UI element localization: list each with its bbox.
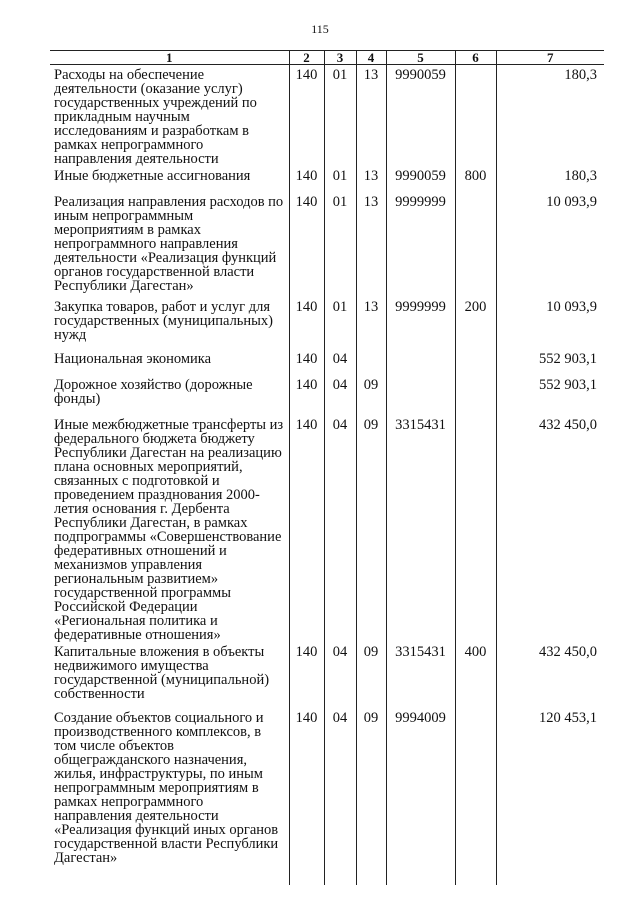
row-col-3: 04 — [324, 642, 356, 708]
row-col-7: 10 093,9 — [496, 192, 604, 297]
row-col-2: 140 — [289, 297, 324, 349]
row-col-4: 09 — [356, 642, 386, 708]
row-col-7: 432 450,0 — [496, 642, 604, 708]
row-col-5: 9994009 — [386, 708, 455, 865]
table-row — [50, 415, 604, 642]
budget-table — [50, 50, 604, 885]
row-name: Иные межбюджетные трансферты из федерального бюджета бюджету Республики Дагестан на реализацию плана основных мероприятий, связанных с подготовкой и проведением празднования 2000-летия основания г. Дербента Республики Дагестан, в рамках подпрограммы «Совершенствование федеративных отношений и механизмов управления региональным развитием» государственной программы Российской Федерации «Региональная политика и федеративные отношения» — [50, 415, 289, 642]
row-col-2: 140 — [289, 192, 324, 297]
row-name: Создание объектов социального и производственного комплексов, в том числе объектов общегражданского назначения, жилья, инфраструктуры, по иным непрограммным мероприятиям в рамках непрограммного направления деятельности «Реализация функций иных органов государственной власти Республики Дагестан» — [50, 708, 289, 865]
row-col-4: 13 — [356, 65, 386, 167]
header-col-1: 1 — [50, 51, 289, 65]
row-col-3: 01 — [324, 166, 356, 192]
row-col-2: 140 — [289, 166, 324, 192]
row-col-6: 800 — [455, 166, 496, 192]
row-col-5: 9999999 — [386, 297, 455, 349]
table-row — [50, 192, 604, 297]
row-col-2: 140 — [289, 708, 324, 865]
row-col-6 — [455, 708, 496, 865]
row-col-5: 9990059 — [386, 166, 455, 192]
row-col-6 — [455, 192, 496, 297]
table-row — [50, 708, 604, 865]
row-col-6: 400 — [455, 642, 496, 708]
row-col-3: 01 — [324, 297, 356, 349]
header-col-4: 4 — [356, 51, 386, 65]
row-col-3: 04 — [324, 375, 356, 415]
table-row — [50, 166, 604, 192]
row-col-4 — [356, 349, 386, 375]
row-col-4: 13 — [356, 192, 386, 297]
row-col-7: 180,3 — [496, 65, 604, 167]
table-row — [50, 642, 604, 708]
row-col-2: 140 — [289, 65, 324, 167]
row-col-3: 04 — [324, 415, 356, 642]
row-col-6 — [455, 349, 496, 375]
table-row — [50, 65, 604, 167]
table-row — [50, 375, 604, 415]
row-col-5: 3315431 — [386, 415, 455, 642]
row-col-6 — [455, 415, 496, 642]
table-row — [50, 349, 604, 375]
header-row — [50, 51, 604, 65]
row-name: Расходы на обеспечение деятельности (оказание услуг) государственных учреждений по прикладным научным исследованиям и разработкам в рамках непрограммного направления деятельности — [50, 65, 289, 167]
row-col-5 — [386, 375, 455, 415]
table-continuation — [50, 865, 604, 885]
row-name: Закупка товаров, работ и услуг для государственных (муниципальных) нужд — [50, 297, 289, 349]
row-col-3: 01 — [324, 192, 356, 297]
row-col-2: 140 — [289, 375, 324, 415]
row-col-2: 140 — [289, 642, 324, 708]
row-name: Дорожное хозяйство (дорожные фонды) — [50, 375, 289, 415]
row-col-7: 552 903,1 — [496, 375, 604, 415]
row-col-6 — [455, 65, 496, 167]
header-col-3: 3 — [324, 51, 356, 65]
header-col-7: 7 — [496, 51, 604, 65]
row-col-7: 552 903,1 — [496, 349, 604, 375]
row-col-5: 9999999 — [386, 192, 455, 297]
row-col-3: 04 — [324, 349, 356, 375]
row-col-7: 120 453,1 — [496, 708, 604, 865]
page-number: 115 — [311, 22, 329, 36]
row-name: Национальная экономика — [50, 349, 289, 375]
header-col-2: 2 — [289, 51, 324, 65]
row-col-3: 01 — [324, 65, 356, 167]
row-name: Капитальные вложения в объекты недвижимого имущества государственной (муниципальной) собственности — [50, 642, 289, 708]
row-col-5: 3315431 — [386, 642, 455, 708]
row-col-4: 13 — [356, 166, 386, 192]
row-col-4: 09 — [356, 415, 386, 642]
row-col-6 — [455, 375, 496, 415]
row-col-7: 432 450,0 — [496, 415, 604, 642]
row-col-4: 09 — [356, 375, 386, 415]
row-col-2: 140 — [289, 349, 324, 375]
row-col-2: 140 — [289, 415, 324, 642]
row-col-6: 200 — [455, 297, 496, 349]
row-col-5 — [386, 349, 455, 375]
row-col-7: 10 093,9 — [496, 297, 604, 349]
table-row — [50, 297, 604, 349]
row-col-4: 09 — [356, 708, 386, 865]
row-col-5: 9990059 — [386, 65, 455, 167]
header-col-6: 6 — [455, 51, 496, 65]
row-col-3: 04 — [324, 708, 356, 865]
header-col-5: 5 — [386, 51, 455, 65]
row-name: Реализация направления расходов по иным непрограммным мероприятиям в рамках непрограммного направления деятельности «Реализация функций органов государственной власти Республики Дагестан» — [50, 192, 289, 297]
row-col-7: 180,3 — [496, 166, 604, 192]
row-col-4: 13 — [356, 297, 386, 349]
row-name: Иные бюджетные ассигнования — [50, 166, 289, 192]
